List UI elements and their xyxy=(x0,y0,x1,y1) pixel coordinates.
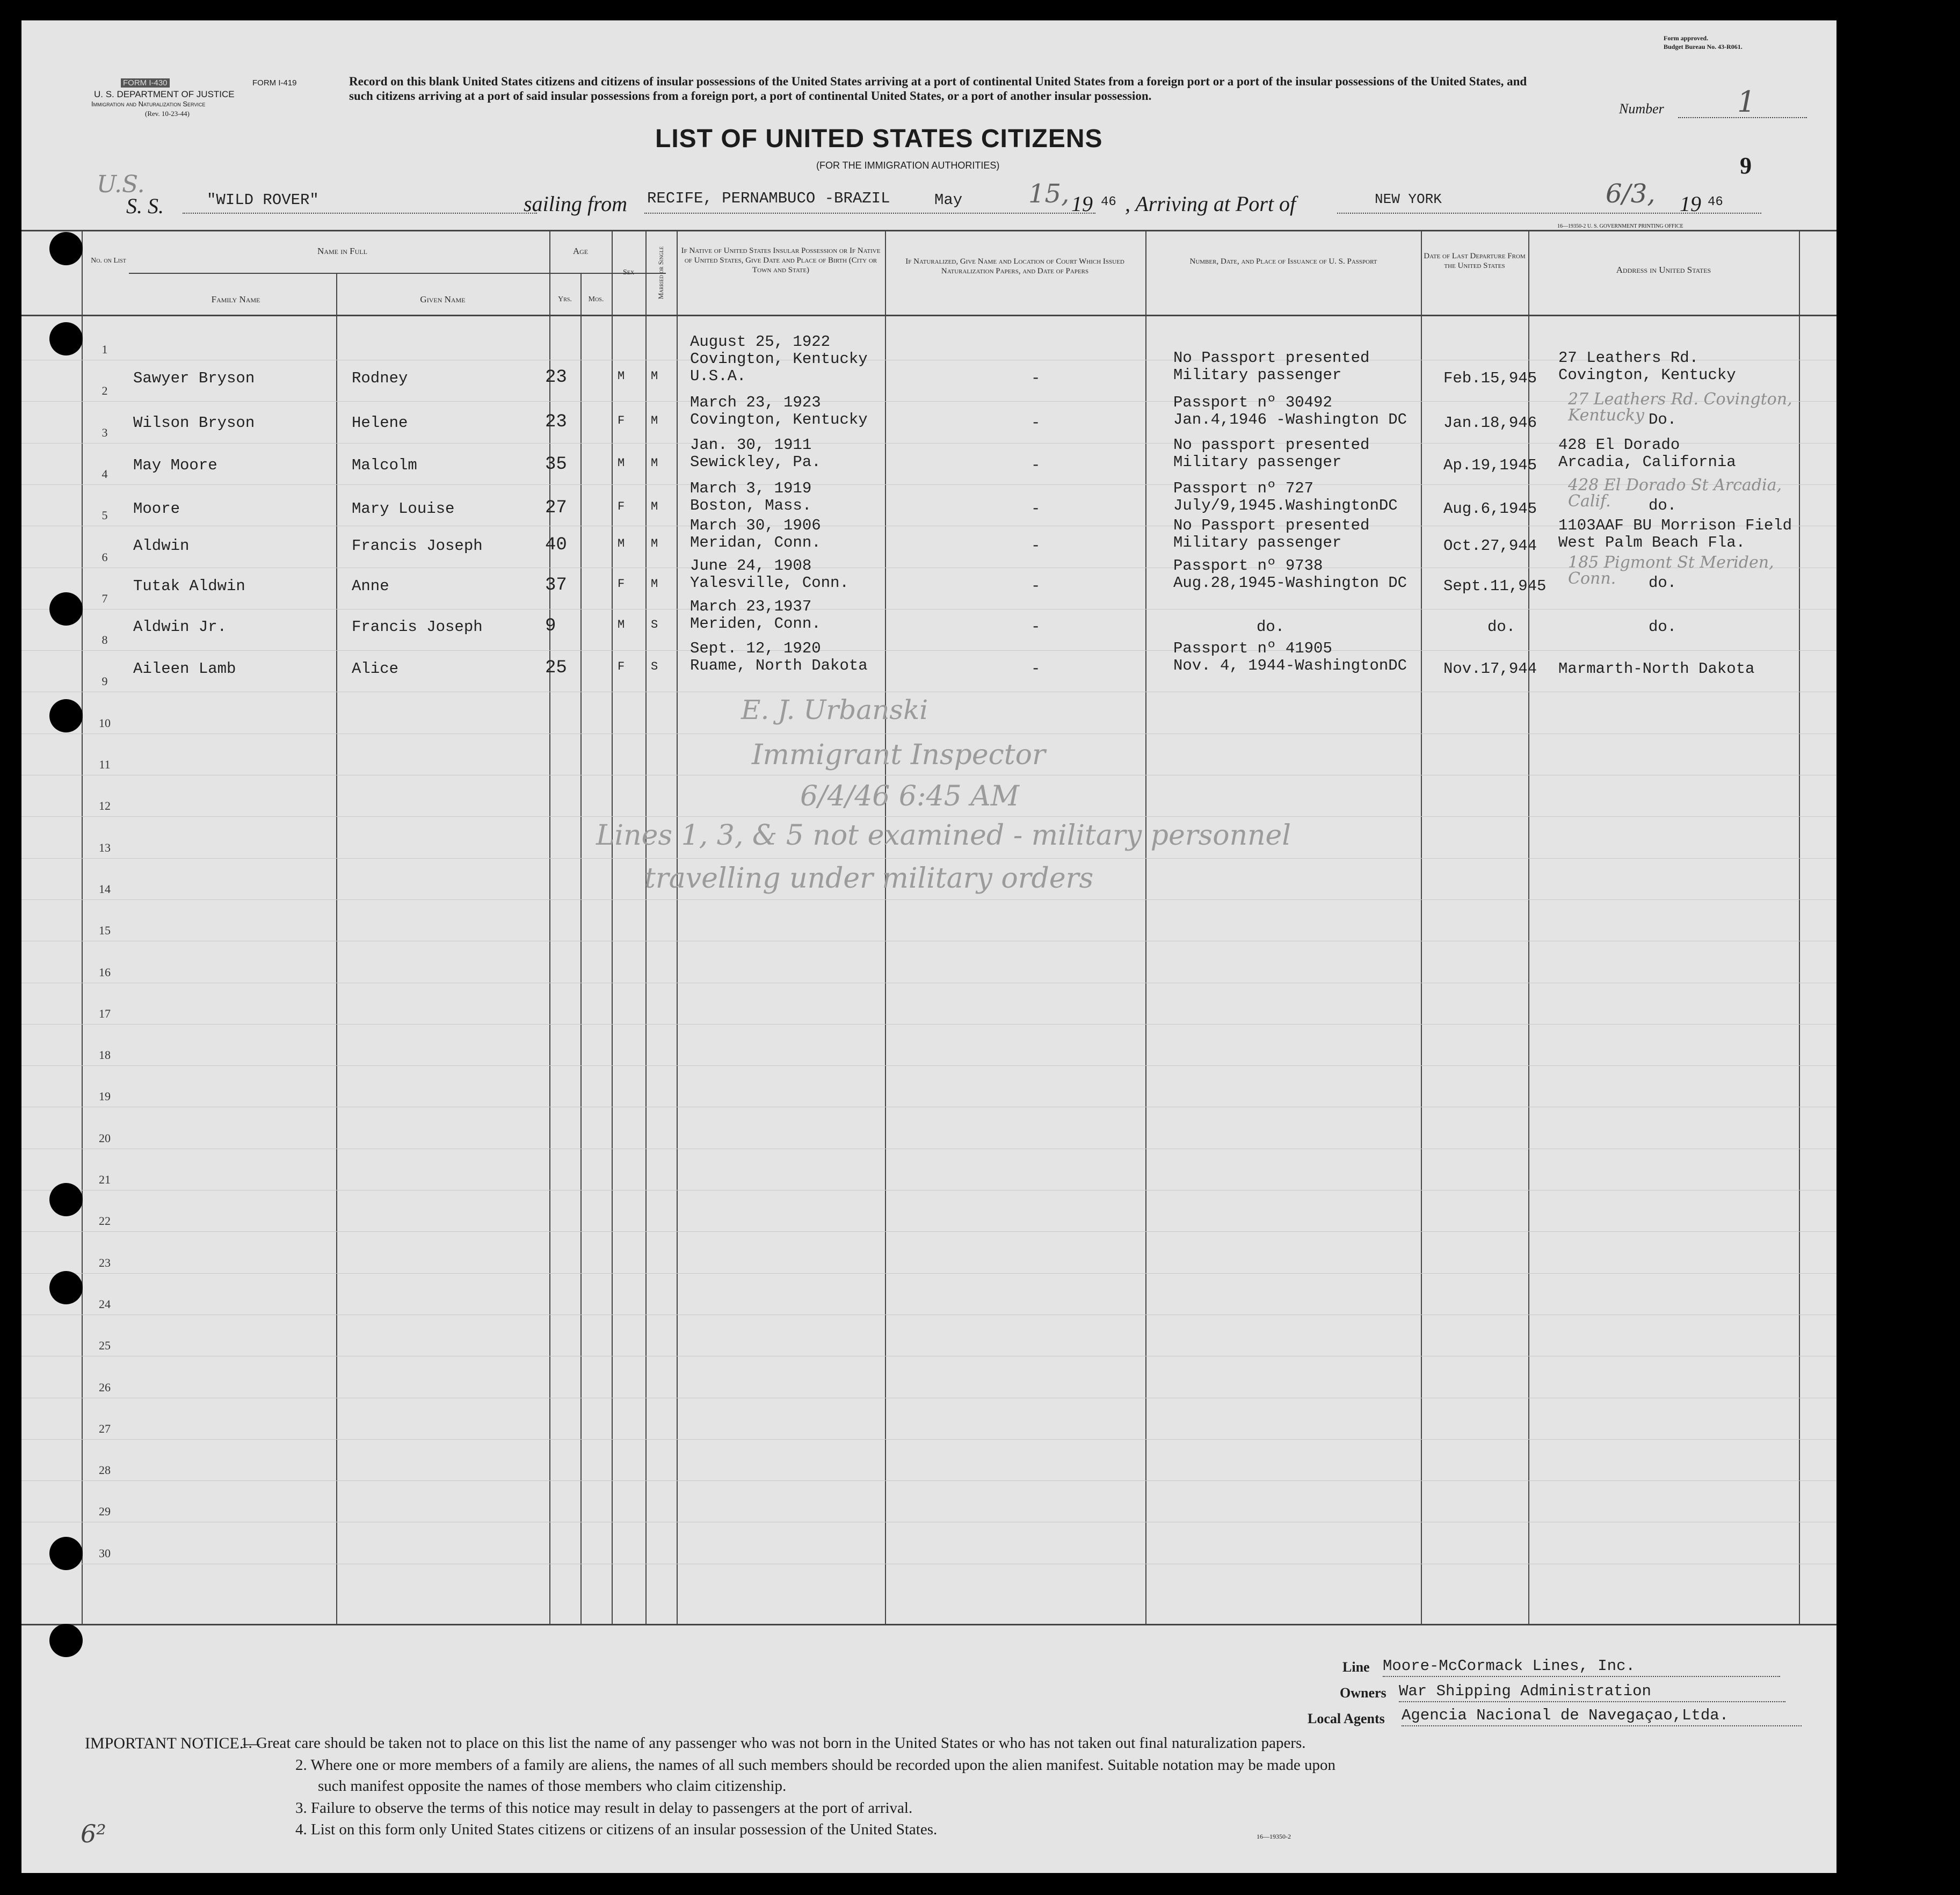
row-rule xyxy=(21,858,1836,859)
row-number: 22 xyxy=(99,1214,111,1228)
departure-date: Sept.11,945 xyxy=(1443,577,1547,595)
address-line-1: 27 Leathers Rd. xyxy=(1558,349,1699,367)
col-line xyxy=(885,230,886,1624)
record-text: Record on this blank United States citizens and citizens of insular possessions of the United States arriving at a port of continental United States from a foreign port or a port of the insular possessions of the United States, and such citizens arriving at a port of said insular possessions from a foreign port, a port of continental United States, or a port of another insular possession. xyxy=(349,75,1527,103)
punch-hole xyxy=(49,1624,83,1657)
address-line-1: do. xyxy=(1649,618,1677,636)
family-name: Wilson Bryson xyxy=(133,414,255,432)
form-id-top: FORM I-419 xyxy=(252,78,297,88)
row-number: 21 xyxy=(99,1173,111,1186)
passport-line-2: Military passenger xyxy=(1173,366,1342,384)
age-years: 23 xyxy=(545,367,567,388)
header-passport: Number, Date, and Place of Issuance of U. S. Passport xyxy=(1189,257,1377,266)
sailing-label: sailing from xyxy=(524,192,627,216)
sex: M xyxy=(618,456,625,470)
form-number: FORM I-430 xyxy=(121,78,170,88)
row-number: 6 xyxy=(101,550,108,564)
header-sex: Sex xyxy=(622,268,635,277)
sex: M xyxy=(618,537,625,550)
passport-line-1: No passport presented xyxy=(1173,436,1370,454)
passport-line-2: July/9,1945.WashingtonDC xyxy=(1173,497,1398,514)
age-years: 23 xyxy=(545,412,567,432)
row-rule xyxy=(21,650,1836,651)
address-line-1: 428 El Dorado xyxy=(1558,436,1680,454)
row-number: 3 xyxy=(101,425,108,439)
birth-date: Jan. 30, 1911 xyxy=(690,436,812,454)
passport-line-1: Passport nº 727 xyxy=(1173,480,1314,497)
age-years: 37 xyxy=(545,575,567,596)
row-number: 19 xyxy=(99,1090,111,1103)
col-line xyxy=(336,273,337,1624)
manifest-page xyxy=(21,20,1836,1873)
naturalization: - xyxy=(1031,577,1041,595)
family-name: May Moore xyxy=(133,456,217,474)
birth-date: June 24, 1908 xyxy=(690,557,812,575)
row-number: 25 xyxy=(99,1339,111,1353)
header-departure: Date of Last Departure From the United States xyxy=(1424,252,1526,270)
age-years: 9 xyxy=(545,616,556,636)
agents-underline xyxy=(1402,1725,1802,1726)
table-bottom-line xyxy=(21,1624,1836,1625)
address-line-1: Do. xyxy=(1649,411,1677,429)
family-name: Aileen Lamb xyxy=(133,660,236,678)
age-years: 35 xyxy=(545,454,567,475)
passport-line-1: No Passport presented xyxy=(1173,517,1370,534)
passport-line-2: Military passenger xyxy=(1173,453,1342,471)
passport-line-2: Aug.28,1945-Washington DC xyxy=(1173,574,1407,592)
row-rule xyxy=(21,401,1836,402)
address-line-1: do. xyxy=(1649,497,1677,514)
ss-label: S. S. xyxy=(126,194,164,218)
corner-mark: 6² xyxy=(81,1819,106,1848)
departure-date: Jan.18,946 xyxy=(1443,414,1537,432)
age-years: 27 xyxy=(545,498,567,518)
sailing-from: RECIFE, PERNAMBUCO -BRAZIL xyxy=(647,190,890,207)
inspector-title: Immigrant Inspector xyxy=(752,739,1046,771)
line-label: Line xyxy=(1342,1659,1370,1675)
birth-place: Yalesville, Conn. xyxy=(690,574,849,592)
given-name: Malcolm xyxy=(352,456,417,474)
notice-2a: 2. Where one or more members of a family are aliens, the names of all such members should be recorded upon the alien manifest. Suitable notation may be made upon xyxy=(295,1756,1336,1774)
marital-status: M xyxy=(651,369,658,383)
naturalization: - xyxy=(1031,660,1041,678)
age-years: 25 xyxy=(545,658,567,678)
number-label: Number xyxy=(1619,101,1664,117)
row-number: 1 xyxy=(101,343,108,356)
budget-bureau: Budget Bureau No. 43-R061. xyxy=(1664,43,1743,50)
given-name: Francis Joseph xyxy=(352,537,483,555)
naturalization: - xyxy=(1031,618,1041,636)
inspection-note-1: Lines 1, 3, & 5 not examined - military personnel xyxy=(596,819,1291,852)
row-number: 7 xyxy=(101,591,108,605)
col-line xyxy=(612,230,613,1624)
given-name: Anne xyxy=(352,577,389,595)
punch-hole xyxy=(49,322,83,355)
page-subtitle: (FOR THE IMMIGRATION AUTHORITIES) xyxy=(816,160,1000,171)
header-naturalized: If Naturalized, Give Name and Location of Court Which Issued Naturalization Papers, and Date of Papers xyxy=(905,257,1124,275)
inspector-signature: E. J. Urbanski xyxy=(741,694,928,725)
naturalization: - xyxy=(1031,456,1041,474)
sex: F xyxy=(618,414,625,427)
punch-hole xyxy=(49,699,83,732)
header-address: Address in United States xyxy=(1616,265,1711,275)
given-name: Rodney xyxy=(352,369,408,387)
address-line-1: 1103AAF BU Morrison Field xyxy=(1558,517,1792,534)
department: U. S. DEPARTMENT OF JUSTICE xyxy=(94,89,235,99)
owners-value: War Shipping Administration xyxy=(1399,1682,1651,1700)
col-line xyxy=(1528,230,1529,1624)
col-line xyxy=(677,230,678,1624)
departure-date: do. xyxy=(1487,618,1516,636)
punch-hole xyxy=(49,1537,83,1570)
naturalization: - xyxy=(1031,537,1041,555)
passport-line-2: Military passenger xyxy=(1173,534,1342,551)
notice-4: 4. List on this form only United States citizens or citizens of an insular possession of the United States. xyxy=(295,1821,938,1838)
arrival-year: 46 xyxy=(1708,195,1723,209)
marital-status: S xyxy=(651,660,658,673)
family-name: Tutak Aldwin xyxy=(133,577,245,595)
marital-status: M xyxy=(651,537,658,550)
header-no: No. on List xyxy=(91,257,126,265)
owners-underline xyxy=(1399,1701,1785,1702)
sailing-month: May xyxy=(934,191,963,209)
handwritten-address: 27 Leathers Rd. Covington, Kentucky xyxy=(1568,390,1792,425)
address-line-1: do. xyxy=(1649,574,1677,592)
col-line xyxy=(82,230,83,1624)
row-number: 24 xyxy=(99,1297,111,1311)
header-bottom-line xyxy=(21,315,1836,316)
address-line-2: Covington, Kentucky xyxy=(1558,366,1736,384)
birth-place: Meriden, Conn. xyxy=(690,615,821,633)
header-family-name: Family Name xyxy=(211,294,260,304)
row-number: 27 xyxy=(99,1421,111,1435)
row-rule xyxy=(21,1024,1836,1025)
sailing-line xyxy=(644,213,1095,214)
family-name: Sawyer Bryson xyxy=(133,369,255,387)
row-rule xyxy=(21,899,1836,900)
row-number: 20 xyxy=(99,1131,111,1145)
row-rule xyxy=(21,1480,1836,1481)
header-name-in-full: Name in Full xyxy=(317,246,367,256)
family-name: Aldwin xyxy=(133,537,190,555)
birth-place: Meridan, Conn. xyxy=(690,534,821,551)
name-subheader-line xyxy=(129,273,666,274)
header-married-single: Married or Single xyxy=(657,246,665,300)
row-number: 8 xyxy=(101,633,108,647)
sex: M xyxy=(618,369,625,383)
row-rule xyxy=(21,1231,1836,1232)
col-line xyxy=(1421,230,1422,1624)
punch-hole xyxy=(49,232,83,265)
departure-date: Aug.6,1945 xyxy=(1443,500,1537,518)
row-number: 12 xyxy=(99,799,111,813)
departure-date: Oct.27,944 xyxy=(1443,537,1537,555)
birth-place: Boston, Mass. xyxy=(690,497,812,514)
notice-3: 3. Failure to observe the terms of this notice may result in delay to passengers at the port of arrival. xyxy=(295,1799,913,1817)
naturalization: - xyxy=(1031,414,1041,432)
col-line xyxy=(645,230,647,1624)
print-code: 16—19350-2 U. S. GOVERNMENT PRINTING OFFICE xyxy=(1557,223,1683,229)
sailing-year: 46 xyxy=(1101,195,1116,209)
handwritten-address: 428 El Dorado St Arcadia, Calif. xyxy=(1568,476,1782,511)
header-yrs: Yrs. xyxy=(558,295,572,303)
given-name: Helene xyxy=(352,414,408,432)
family-name: Moore xyxy=(133,500,180,518)
passport-line-1: No Passport presented xyxy=(1173,349,1370,367)
sex: M xyxy=(618,618,625,631)
passport-line-2: Nov. 4, 1944-WashingtonDC xyxy=(1173,657,1407,674)
punch-hole xyxy=(49,1271,83,1304)
header-age: Age xyxy=(572,246,589,256)
header-mos: Mos. xyxy=(588,295,604,303)
arrival-year-prefix: 19 xyxy=(1680,192,1701,216)
revision: (Rev. 10-23-44) xyxy=(145,110,190,118)
sex: F xyxy=(618,660,625,673)
owners-label: Owners xyxy=(1340,1685,1386,1701)
row-number: 9 xyxy=(101,674,108,688)
birth-date: March 23,1937 xyxy=(690,598,812,615)
sailing-day: 15, xyxy=(1028,179,1070,209)
passport-line-1: Passport nº 30492 xyxy=(1173,394,1332,411)
row-number: 17 xyxy=(99,1006,111,1020)
row-number: 30 xyxy=(99,1546,111,1560)
row-number: 29 xyxy=(99,1505,111,1519)
row-number: 23 xyxy=(99,1255,111,1269)
form-approved: Form approved. xyxy=(1664,34,1709,42)
footer-code: 16—19350-2 xyxy=(1257,1833,1291,1840)
header-given-name: Given Name xyxy=(420,294,466,304)
departure-date: Feb.15,945 xyxy=(1443,369,1537,387)
table-top-line xyxy=(21,230,1836,231)
page-mark: 9 xyxy=(1740,153,1752,179)
row-number: 15 xyxy=(99,924,111,938)
col-line xyxy=(580,273,582,1624)
ship-line xyxy=(183,213,537,214)
passport-line-2: Jan.4,1946 -Washington DC xyxy=(1173,411,1407,429)
handwritten-address: 185 Pigmont St Meriden, Conn. xyxy=(1568,553,1774,588)
marital-status: M xyxy=(651,456,658,470)
inspection-note-2: travelling under military orders xyxy=(644,862,1094,895)
row-number: 13 xyxy=(99,840,111,854)
birth-date: March 23, 1923 xyxy=(690,394,821,411)
row-rule xyxy=(21,1439,1836,1440)
ship-name: "WILD ROVER" xyxy=(207,191,319,209)
birth-place: Ruame, North Dakota xyxy=(690,657,868,674)
notice-label: IMPORTANT NOTICE.— xyxy=(85,1734,260,1752)
arriving-label: , Arriving at Port of xyxy=(1125,192,1296,216)
sex: F xyxy=(618,577,625,591)
family-name: Aldwin Jr. xyxy=(133,618,227,636)
address-line-1: Marmarth-North Dakota xyxy=(1558,660,1755,678)
birth-date: August 25, 1922 xyxy=(690,333,831,351)
birth-date: Sept. 12, 1920 xyxy=(690,640,821,657)
col-line xyxy=(1145,230,1146,1624)
us-mark: U.S. xyxy=(97,171,145,198)
birth-date: March 3, 1919 xyxy=(690,480,812,497)
address-line-2: West Palm Beach Fla. xyxy=(1558,534,1746,551)
birth-place: Sewickley, Pa. xyxy=(690,453,821,471)
row-number: 2 xyxy=(101,384,108,398)
notice-2b: such manifest opposite the names of those members who claim citizenship. xyxy=(318,1777,787,1795)
col-line xyxy=(1799,230,1800,1624)
given-name: Mary Louise xyxy=(352,500,455,518)
address-line-2: Arcadia, California xyxy=(1558,453,1736,471)
sex: F xyxy=(618,500,625,513)
departure-date: Ap.19,1945 xyxy=(1443,456,1537,474)
row-number: 14 xyxy=(99,882,111,896)
birth-place: Covington, Kentucky xyxy=(690,350,868,368)
inspection-date: 6/4/46 6:45 AM xyxy=(800,780,1020,812)
given-name: Francis Joseph xyxy=(352,618,483,636)
birth-place: Covington, Kentucky xyxy=(690,411,868,429)
age-years: 40 xyxy=(545,535,567,555)
marital-status: S xyxy=(651,618,658,631)
row-number: 18 xyxy=(99,1048,111,1062)
naturalization: - xyxy=(1031,369,1041,387)
number-value: 1 xyxy=(1737,85,1756,119)
row-rule xyxy=(21,1273,1836,1274)
row-number: 11 xyxy=(99,758,111,771)
marital-status: M xyxy=(651,500,658,513)
page-title: LIST OF UNITED STATES CITIZENS xyxy=(655,125,1103,153)
naturalization: - xyxy=(1031,500,1041,518)
row-number: 5 xyxy=(101,509,108,522)
passport-line-1: Passport nº 9738 xyxy=(1173,557,1323,575)
row-number: 4 xyxy=(101,467,108,481)
col-line xyxy=(549,230,550,1624)
notice-1: 1. Great care should be taken not to place on this list the name of any passenger who was not born in the United States or who has not taken out final naturalization papers. xyxy=(241,1734,1306,1752)
passport-line-1: Passport nº 41905 xyxy=(1173,640,1332,657)
arrival-date: 6/3, xyxy=(1606,179,1656,209)
agents-label: Local Agents xyxy=(1308,1711,1385,1726)
row-number: 28 xyxy=(99,1463,111,1477)
header-native: If Native of United States Insular Possession or If Native of United States, Give Date and Place of Birth (City or Town and State) xyxy=(681,246,881,274)
service: Immigration and Naturalization Service xyxy=(91,100,206,108)
given-name: Alice xyxy=(352,660,399,678)
punch-hole xyxy=(49,592,83,626)
birth-country: U.S.A. xyxy=(690,367,746,385)
row-rule xyxy=(21,484,1836,485)
line-value: Moore-McCormack Lines, Inc. xyxy=(1383,1657,1635,1675)
passport-line-1: do. xyxy=(1257,618,1285,636)
line-underline xyxy=(1383,1676,1780,1677)
row-rule xyxy=(21,1065,1836,1066)
marital-status: M xyxy=(651,414,658,427)
row-rule xyxy=(21,816,1836,817)
punch-hole xyxy=(49,1183,83,1216)
birth-date: March 30, 1906 xyxy=(690,517,821,534)
sailing-year-prefix: 19 xyxy=(1071,192,1093,216)
arrival-port: NEW YORK xyxy=(1375,191,1442,207)
marital-status: M xyxy=(651,577,658,591)
row-number: 16 xyxy=(99,965,111,979)
row-number: 26 xyxy=(99,1380,111,1394)
departure-date: Nov.17,944 xyxy=(1443,660,1537,678)
agents-value: Agencia Nacional de Navegaçao,Ltda. xyxy=(1402,1707,1729,1724)
row-number: 10 xyxy=(99,716,111,730)
